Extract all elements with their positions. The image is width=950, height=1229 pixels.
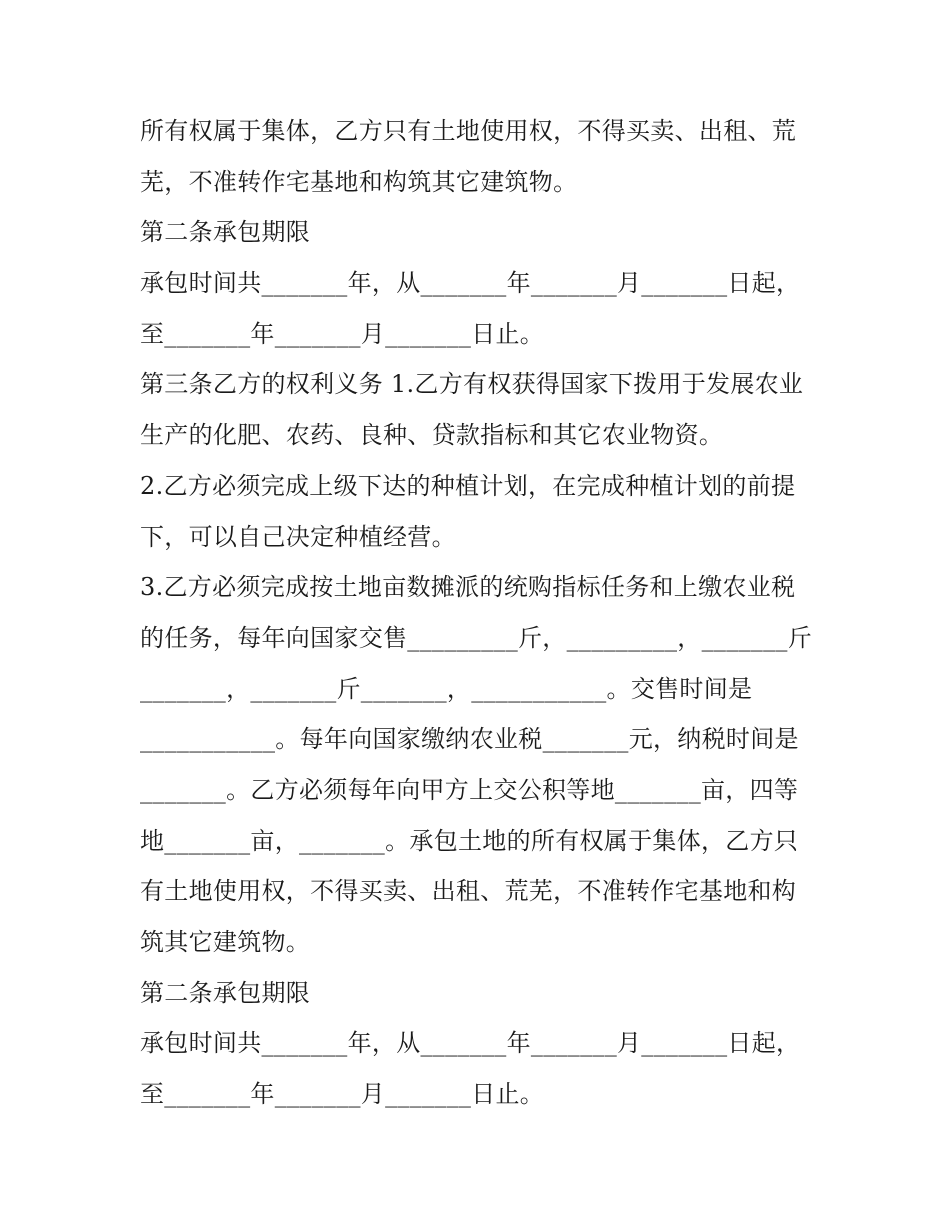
document-body <box>140 106 820 1120</box>
text-line: 2.乙方必须完成上级下达的种植计划，在完成种植计划的前提 <box>140 471 796 500</box>
text-line: _______，_______斤_______，___________。交售时间是 <box>140 674 753 703</box>
section-heading: 第三条乙方的权利义务 1.乙方有权获得国家下拨用于发展农业 <box>140 370 804 399</box>
text-line: 所有权属于集体，乙方只有土地使用权，不得买卖、出租、荒 <box>140 117 797 145</box>
text-line: 筑其它建筑物。 <box>140 928 311 956</box>
text-line: 地_______亩，_______。承包土地的所有权属于集体，乙方只 <box>140 826 799 855</box>
section-heading: 第二条承包期限 <box>140 218 311 247</box>
text-line: 至_______年_______月_______日止。 <box>140 319 545 348</box>
text-line: 生产的化肥、农药、良种、贷款指标和其它农业物资。 <box>140 421 724 450</box>
text-line: 下，可以自己决定种植经营。 <box>140 522 456 551</box>
text-line: 承包时间共_______年，从_______年_______月_______日起， <box>140 269 801 298</box>
text-line: 的任务，每年向国家交售_________斤，_________，_______斤 <box>140 623 812 652</box>
text-line: 3.乙方必须完成按土地亩数摊派的统购指标任务和上缴农业税 <box>140 573 796 602</box>
section-heading: 第二条承包期限 <box>140 978 311 1007</box>
text-line: _______。乙方必须每年向甲方上交公积等地_______亩，四等 <box>140 775 799 804</box>
text-line: 有土地使用权，不得买卖、出租、荒芜，不准转作宅基地和构 <box>140 877 797 906</box>
text-line: 承包时间共_______年，从_______年_______月_______日起， <box>140 1029 801 1058</box>
text-line: 至_______年_______月_______日止。 <box>140 1080 545 1109</box>
text-line: ___________。每年向国家缴纳农业税_______元，纳税时间是 <box>140 725 799 754</box>
text-line: 芜，不准转作宅基地和构筑其它建筑物。 <box>140 167 578 196</box>
